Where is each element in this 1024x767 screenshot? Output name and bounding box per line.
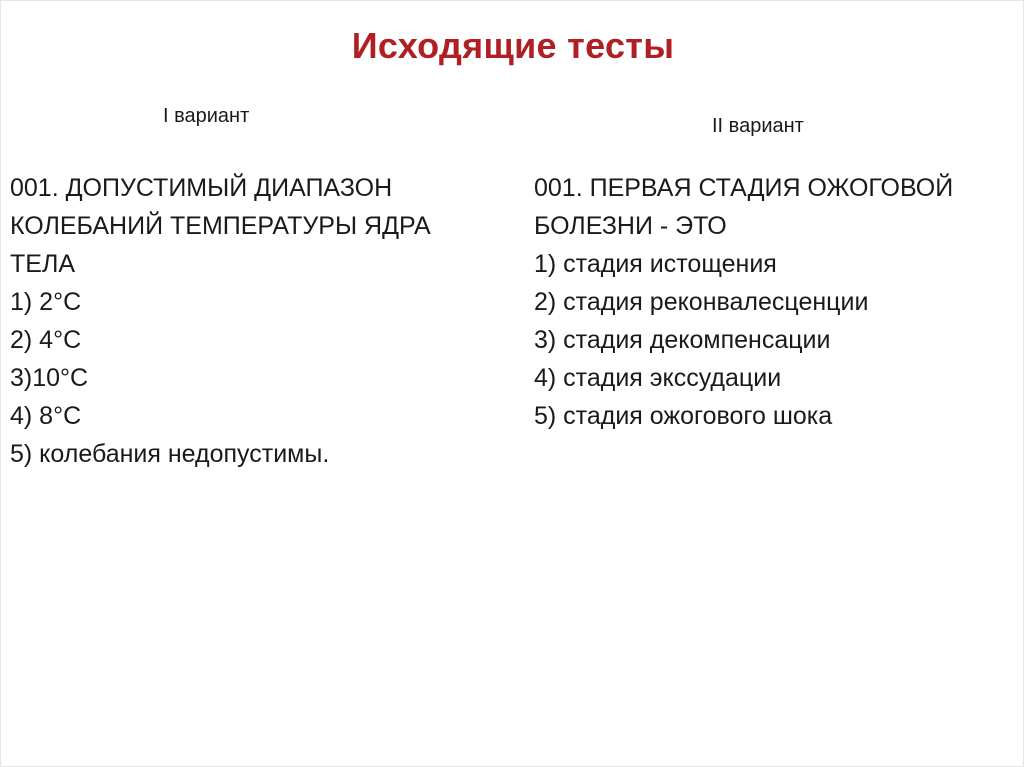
answer-option: 5) колебания недопустимы. <box>10 440 330 468</box>
variant-2-question-block <box>534 169 1004 435</box>
answer-options-list <box>534 245 1004 435</box>
variant-2-label: II вариант <box>712 115 804 137</box>
answer-option: 2) стадия реконвалесценции <box>534 288 869 316</box>
question-text-line: КОЛЕБАНИЙ ТЕМПЕРАТУРЫ ЯДРА <box>10 212 431 240</box>
answer-option: 1) 2°С <box>10 288 82 316</box>
slide-title: Исходящие тесты <box>351 25 675 66</box>
question-text-line: БОЛЕЗНИ - ЭТО <box>534 212 727 240</box>
answer-option: 4) стадия экссудации <box>534 364 782 392</box>
answer-option: 1) стадия истощения <box>534 250 777 278</box>
question-text-line: 001. ДОПУСТИМЫЙ ДИАПАЗОН <box>10 174 393 202</box>
answer-option: 3)10°С <box>10 364 89 392</box>
variant-1-question-block <box>10 169 490 473</box>
answer-option: 4) 8°С <box>10 402 82 430</box>
question-text-line: 001. ПЕРВАЯ СТАДИЯ ОЖОГОВОЙ <box>534 174 954 202</box>
answer-option: 2) 4°С <box>10 326 82 354</box>
answer-options-list <box>10 283 490 473</box>
answer-option: 3) стадия декомпенсации <box>534 326 831 354</box>
answer-option: 5) стадия ожогового шока <box>534 402 833 430</box>
question-text-line: ТЕЛА <box>10 250 76 278</box>
variant-1-label: I вариант <box>163 105 250 127</box>
